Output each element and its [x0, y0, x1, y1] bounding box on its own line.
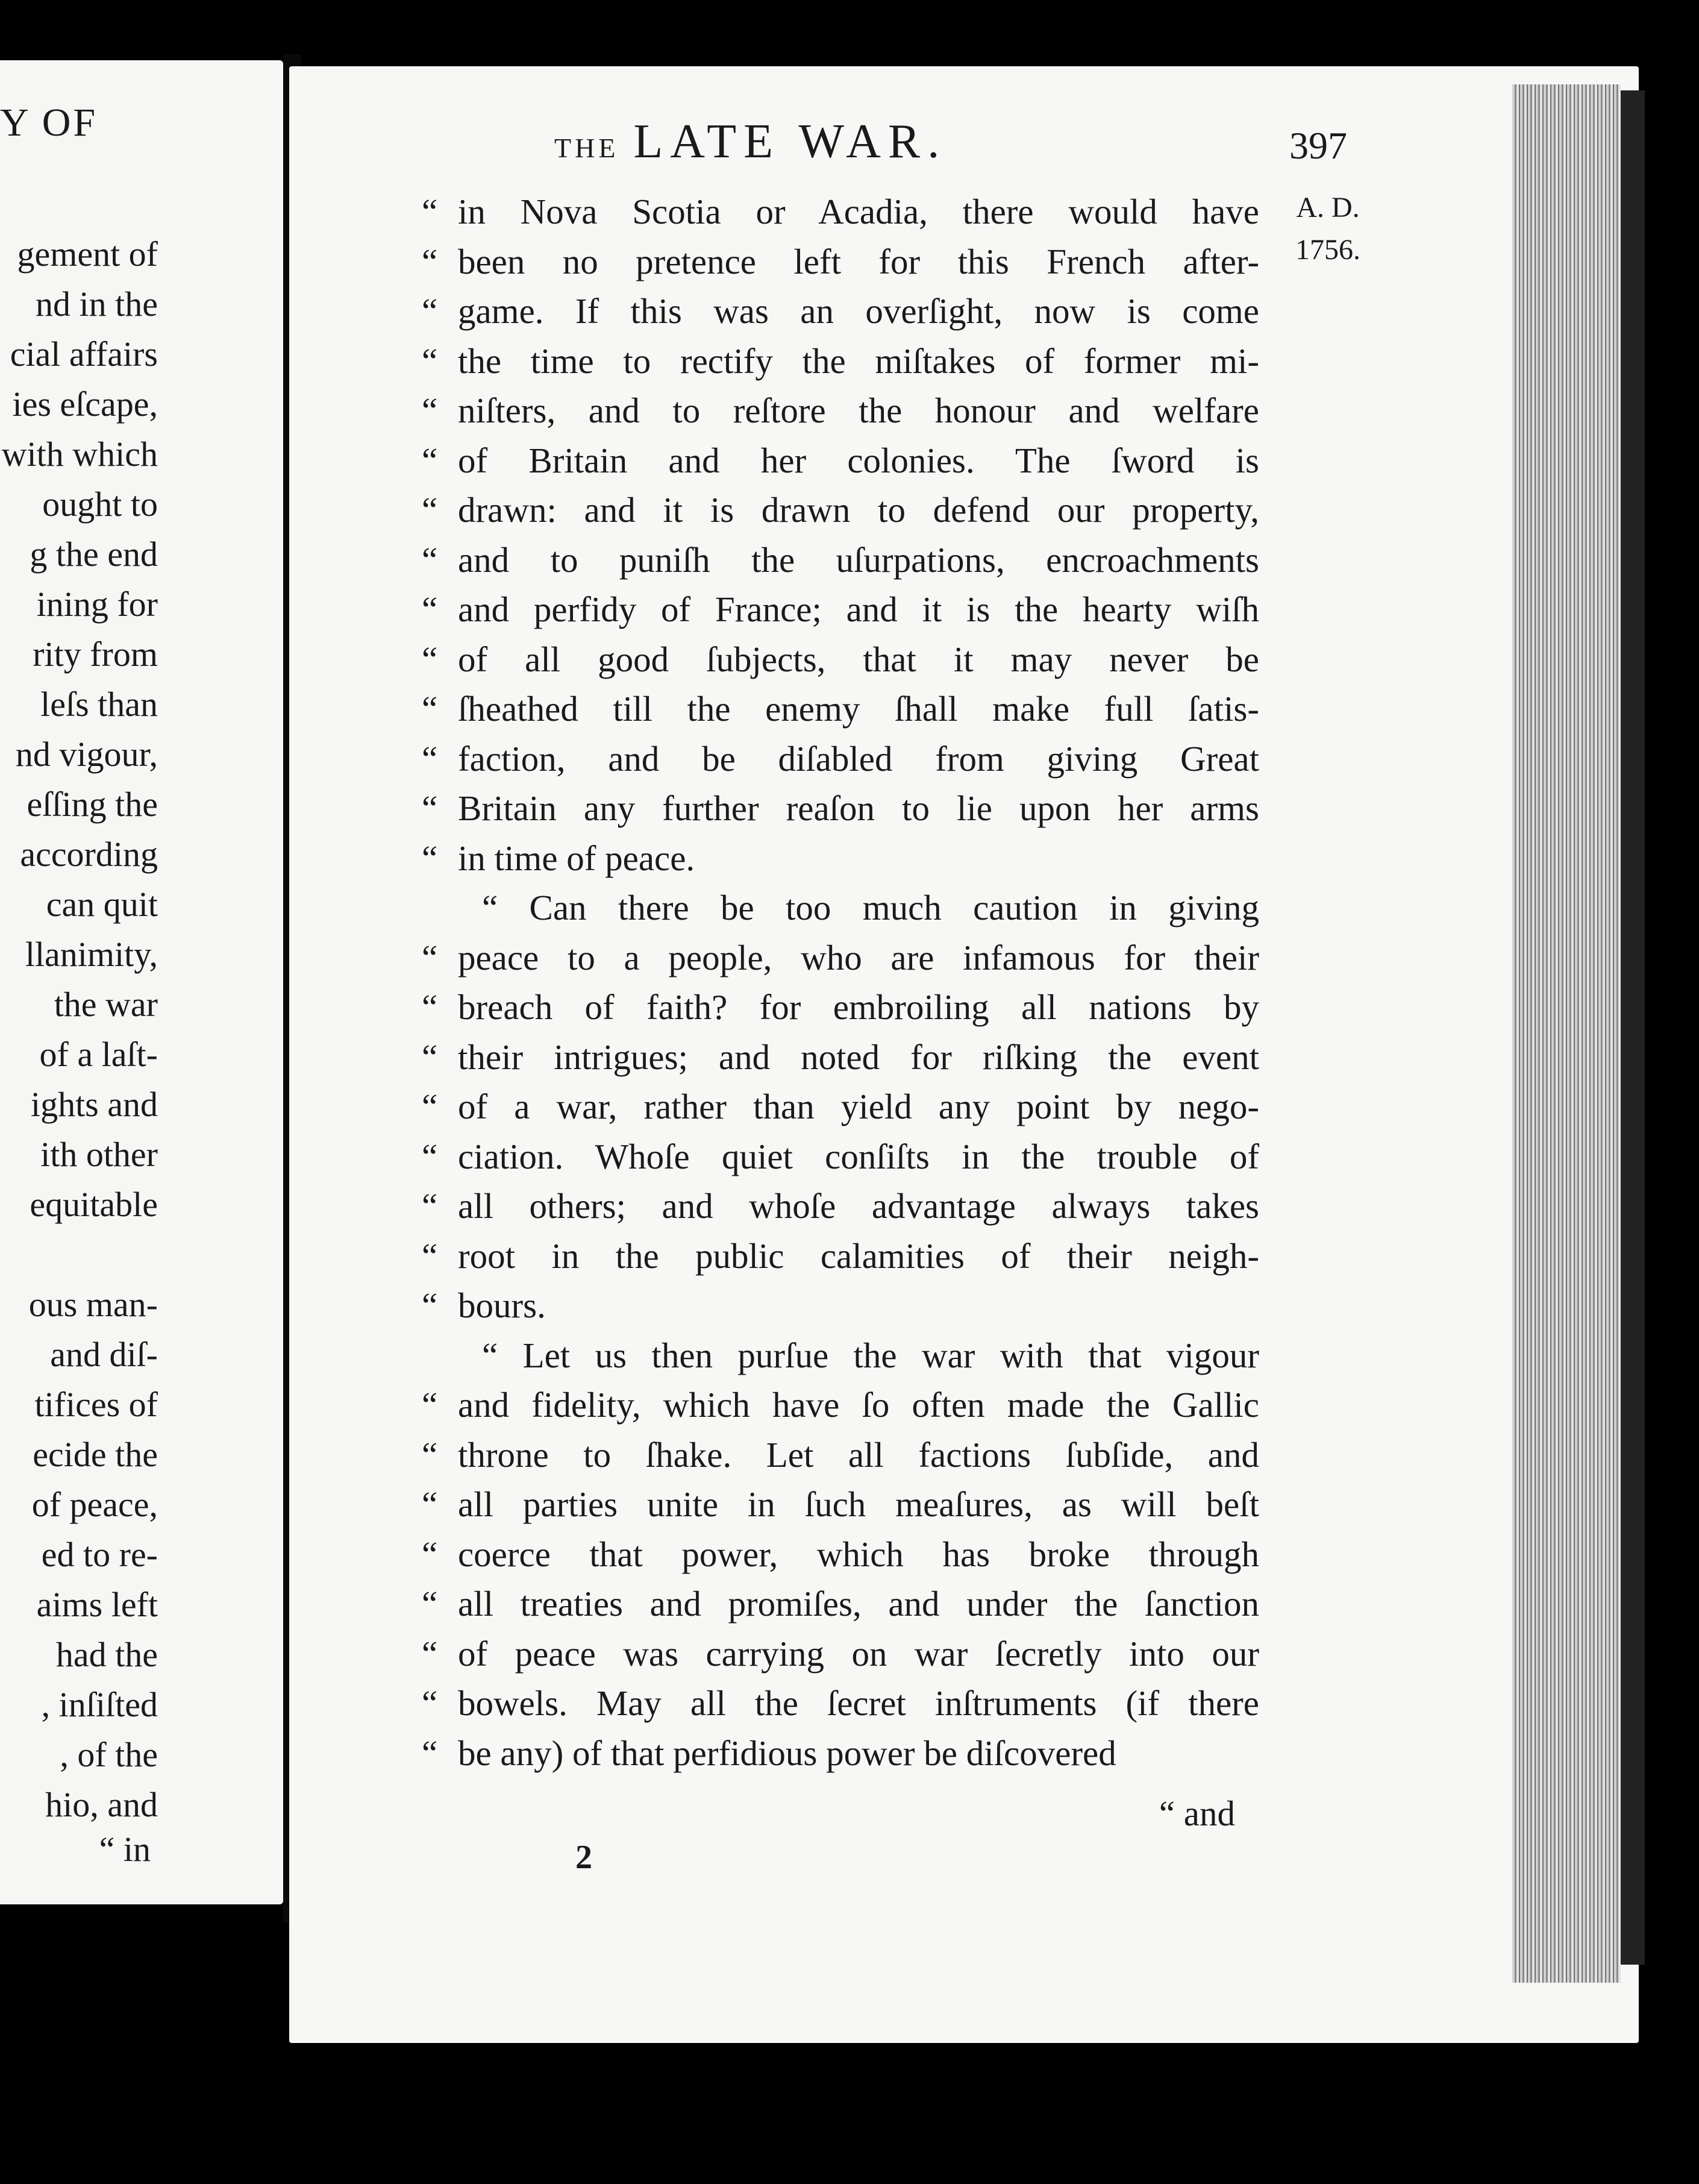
quote-mark: “: [422, 490, 438, 530]
text-line: [422, 1181, 1259, 1231]
text-line: [422, 485, 1259, 535]
text-line: [422, 1579, 1259, 1629]
quote-mark: [422, 883, 458, 933]
left-line: llanimity,: [25, 935, 158, 974]
left-line: with which: [1, 435, 158, 474]
text-line: [422, 1281, 1259, 1331]
quote-mark: “: [422, 1285, 438, 1325]
line-text: breach of faith? for embroiling all nations by: [458, 987, 1259, 1027]
left-line: of a laſt-: [39, 1035, 158, 1074]
left-line: ought to: [42, 485, 158, 524]
left-page-text: [0, 229, 158, 1830]
text-line: [422, 1231, 1259, 1281]
quote-mark: “: [422, 241, 438, 281]
left-line: ining for: [36, 585, 158, 624]
left-line: ith other: [40, 1135, 158, 1174]
quote-mark: “: [422, 539, 438, 580]
text-line: [422, 1380, 1259, 1430]
margin-year-note: [1295, 187, 1360, 271]
page-edges: [1512, 84, 1621, 1983]
left-line: the war: [54, 985, 158, 1024]
line-text: all treaties and promiſes, and under the ſanction: [458, 1584, 1259, 1624]
quote-mark: “: [422, 788, 438, 828]
running-head: [554, 115, 946, 169]
text-line: [422, 1082, 1259, 1132]
running-head-article: THE: [554, 133, 619, 163]
text-line: [422, 635, 1259, 685]
line-text: and to puniſh the uſurpations, encroachments: [458, 539, 1259, 580]
quote-mark: “: [422, 639, 438, 679]
line-text: of peace was carrying on war ſecretly into our: [458, 1633, 1259, 1674]
left-line: g the end: [30, 535, 158, 574]
left-line: aims left: [36, 1585, 158, 1624]
text-line: [422, 1728, 1259, 1778]
line-text: game. If this was an overſight, now is come: [458, 291, 1259, 331]
left-catchword: “ in: [99, 1830, 151, 1869]
line-text: root in the public calamities of their neigh-: [458, 1235, 1259, 1276]
left-line: ous man-: [28, 1285, 158, 1324]
text-line: [422, 933, 1259, 983]
body-text: [422, 187, 1259, 1778]
line-text: Britain any further reaſon to lie upon her arms: [458, 788, 1259, 828]
quote-mark: “: [422, 1235, 438, 1276]
line-text: “ Let us then purſue the war with that vigour: [482, 1335, 1259, 1375]
quote-mark: “: [422, 838, 438, 878]
line-text: ſheathed till the enemy ſhall make full ſatis-: [458, 689, 1259, 729]
left-line: cial affairs: [10, 334, 158, 374]
line-text: and perfidy of France; and it is the hearty wiſh: [458, 589, 1259, 629]
text-line: [422, 833, 1259, 883]
line-text: of all good ſubjects, that it may never be: [458, 639, 1259, 679]
text-line: [422, 1032, 1259, 1082]
text-line: [422, 982, 1259, 1032]
left-running-head: Y OF: [0, 101, 98, 145]
left-line: gement of: [17, 234, 158, 274]
margin-year: 1756.: [1295, 234, 1360, 266]
line-text: bowels. May all the ſecret inſtruments (if there: [458, 1683, 1259, 1723]
quote-mark: “: [422, 1534, 438, 1574]
line-text: of Britain and her colonies. The ſword is: [458, 440, 1259, 480]
line-text: of a war, rather than yield any point by nego-: [458, 1087, 1259, 1126]
edge-shadow: [1621, 90, 1645, 1965]
line-text: and fidelity, which have ſo often made the Gallic: [458, 1385, 1259, 1425]
text-line: [422, 1678, 1259, 1728]
text-line: [422, 286, 1259, 336]
text-line: [422, 1480, 1259, 1530]
quote-mark: “: [422, 1633, 438, 1674]
left-line: tifices of: [34, 1385, 158, 1424]
quote-mark: “: [422, 1683, 438, 1723]
line-text: ciation. Whoſe quiet conſiſts in the trouble of: [458, 1136, 1259, 1176]
quote-mark: “: [422, 589, 438, 629]
text-line: [422, 1430, 1259, 1480]
left-line: hio, and: [45, 1785, 158, 1824]
left-line: nd in the: [36, 284, 158, 324]
text-line: [422, 734, 1259, 784]
line-text: the time to rectify the miſtakes of former mi-: [458, 340, 1259, 381]
quote-mark: “: [422, 1434, 438, 1475]
text-line: [422, 883, 1259, 933]
text-line: [422, 237, 1259, 287]
left-line: ed to re-: [41, 1535, 158, 1574]
text-line: [422, 187, 1259, 237]
left-line: leſs than: [40, 685, 158, 724]
line-text: all parties unite in ſuch meaſures, as will beſt: [458, 1484, 1259, 1524]
text-line: [422, 1530, 1259, 1580]
left-line: , of the: [60, 1735, 158, 1774]
signature-mark: 2: [575, 1839, 592, 1876]
text-line: [422, 386, 1259, 436]
left-line: ights and: [30, 1085, 158, 1124]
left-line: ies eſcape,: [12, 384, 158, 424]
quote-mark: “: [422, 1087, 438, 1126]
left-line: of peace,: [31, 1485, 158, 1524]
quote-mark: “: [422, 1733, 438, 1773]
quote-mark: “: [422, 192, 438, 231]
left-line: , inſiſted: [41, 1685, 158, 1724]
left-line: nd vigour,: [15, 735, 158, 774]
text-line: [422, 783, 1259, 833]
line-text: throne to ſhake. Let all factions ſubſide, and: [458, 1434, 1259, 1475]
line-text: all others; and whoſe advantage always takes: [458, 1186, 1259, 1226]
left-line: and diſ-: [50, 1335, 158, 1374]
text-line: [422, 1132, 1259, 1182]
line-text: peace to a people, who are infamous for their: [458, 937, 1259, 977]
quote-mark: “: [422, 987, 438, 1027]
quote-mark: “: [422, 1037, 438, 1077]
line-text: in Nova Scotia or Acadia, there would have: [458, 192, 1259, 231]
left-line: eſſing the: [27, 785, 158, 824]
left-line: had the: [55, 1635, 158, 1674]
line-text: niſters, and to reſtore the honour and welfare: [458, 391, 1259, 430]
quote-mark: “: [422, 1136, 438, 1176]
page-number: 397: [1289, 124, 1347, 167]
quote-mark: “: [422, 738, 438, 779]
line-text: bours.: [458, 1285, 546, 1325]
quote-mark: “: [422, 1584, 438, 1624]
line-text: their intrigues; and noted for riſking the event: [458, 1037, 1259, 1077]
text-line: [422, 336, 1259, 386]
line-text: in time of peace.: [458, 838, 695, 878]
quote-mark: “: [422, 937, 438, 977]
line-text: faction, and be diſabled from giving Great: [458, 738, 1259, 779]
running-head-title: LATE WAR.: [633, 115, 947, 168]
left-line: rity from: [33, 635, 158, 674]
quote-mark: “: [422, 689, 438, 729]
margin-year-prefix: A. D.: [1296, 192, 1360, 224]
left-line: can quit: [46, 885, 158, 924]
line-text: be any) of that perfidious power be diſcovered: [458, 1733, 1116, 1773]
quote-mark: “: [422, 1385, 438, 1425]
catchword: “ and: [1159, 1793, 1235, 1833]
quote-mark: “: [422, 1186, 438, 1226]
quote-mark: “: [422, 291, 438, 331]
left-line: according: [20, 835, 158, 874]
left-line: [0, 1229, 158, 1279]
quote-mark: “: [422, 391, 438, 430]
line-text: been no pretence left for this French after-: [458, 241, 1259, 281]
quote-mark: “: [422, 1484, 438, 1524]
left-line: equitable: [30, 1185, 158, 1224]
text-line: [422, 1629, 1259, 1679]
left-line: ecide the: [33, 1435, 158, 1474]
quote-mark: “: [422, 440, 438, 480]
text-line: [422, 585, 1259, 635]
text-line: [422, 1331, 1259, 1381]
line-text: drawn: and it is drawn to defend our property,: [458, 490, 1259, 530]
line-text: “ Can there be too much caution in giving: [482, 888, 1259, 927]
quote-mark: [422, 1331, 458, 1381]
quote-mark: “: [422, 340, 438, 381]
text-line: [422, 684, 1259, 734]
line-text: coerce that power, which has broke through: [458, 1534, 1259, 1574]
text-line: [422, 535, 1259, 585]
text-line: [422, 436, 1259, 486]
